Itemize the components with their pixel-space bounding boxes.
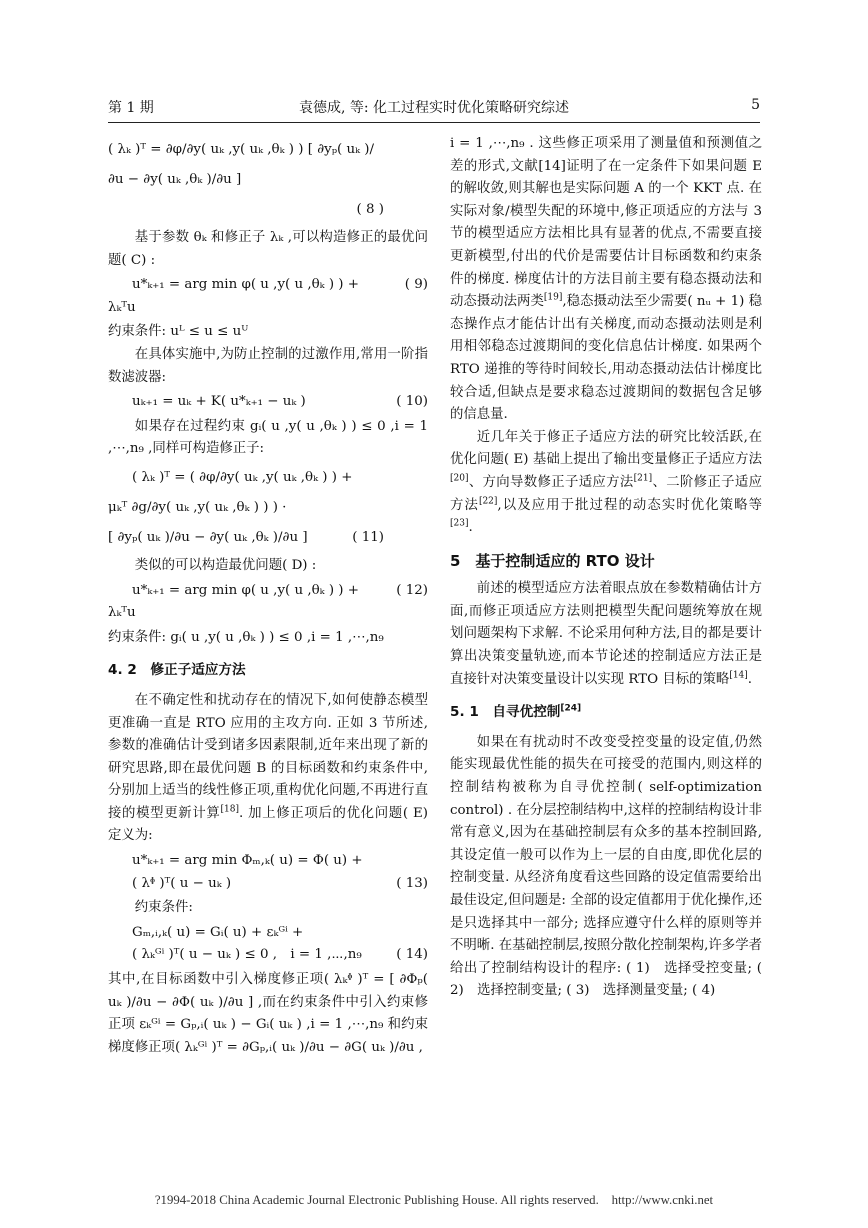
section-heading-5-1: 5. 1 自寻优控制[24] — [450, 703, 582, 721]
equation-number: ( 8 ) — [356, 202, 384, 217]
paragraph: 类似的可以构造最优问题( D) : — [134, 557, 317, 573]
paragraph: 近几年关于修正子适应方法的研究比较活跃,在优化问题( E) 基础上提出了输出变量修正子适应方法[20]、方向导数修正子适应方法[21]、二阶修正子适应方法[22],以及应用于批过程的动态实时优化策略等[23]. — [450, 429, 763, 536]
citation: [21] — [633, 473, 653, 484]
equation-11: ( λₖ )ᵀ = ( ∂φ/∂y( uₖ ,y( uₖ ,θₖ ) ) + μₖᵀ ∂g/∂y( uₖ ,y( uₖ ,θₖ ) ) ) · [ ∂yₚ( uₖ )/∂u − ∂y( uₖ ,θₖ )/∂u ] ( 11) — [108, 463, 428, 553]
equation-number: ( 14) — [396, 947, 428, 963]
constraint-line: 约束条件: gᵢ( u ,y( u ,θₖ ) ) ≤ 0 ,i = 1 ,⋯,n₉ — [108, 629, 384, 645]
constraint-line: 约束条件: uᴸ ≤ u ≤ uᵁ — [108, 324, 249, 340]
paragraph: 如果在有扰动时不改变受控变量的设定值,仍然能实现最优性能的损失在可接受的范围内,则这样的控制结构被称为自寻优控制( self-optimization control) . 在分层控制结构中,这样的控制结构设计非常有意义,因为在基础控制层有众多的基本控制回路,其设定值一般可以作为上一层的自由度,即优化层的控制变量. 从经济角度看这些回路的设定值需要给出最佳设定,但问题是: 全部的设定值都用于优化操作,还是只选择其中一部分; 选择应遵守什么样的原则等并不明晰. 在基础控制层,按照分散化控制架构,许多学者给出了控制结构设计的程序: ( 1) 选择受控变量; ( 2) 选择控制变量; ( 3) 选择测量变量; ( 4) — [450, 734, 762, 999]
citation: [18] — [220, 804, 239, 815]
section-heading-4-2: 4. 2 修正子适应方法 — [108, 662, 246, 679]
equation-9: u*ₖ₊₁ = arg min φ( u ,y( u ,θₖ ) ) + λₖᵀu ( 9) — [108, 274, 428, 319]
equation-10: uₖ₊₁ = uₖ + K( u*ₖ₊₁ − uₖ ) ( 10) — [108, 391, 428, 414]
right-column — [450, 133, 762, 1003]
running-title: 袁德成, 等: 化工过程实时优化策略研究综述 — [298, 100, 570, 116]
section-heading-5: 5 基于控制适应的 RTO 设计 — [450, 551, 655, 570]
paragraph: 前述的模型适应方法着眼点放在参数精确估计方面,而修正项适应方法则把模型失配问题统筹放在规划问题架构下求解. 不论采用何种方法,目的都是要计算出决策变量轨迹,而本节论述的控制适应方法正是直接针对决策变量设计以实现 RTO 目标的策略[14]. — [450, 581, 762, 687]
constraint-line: 约束条件: — [134, 900, 193, 916]
issue-number: 第 1 期 — [108, 100, 154, 116]
paragraph: 其中,在目标函数中引入梯度修正项( λₖᶲ )ᵀ = [ ∂Φₚ( uₖ )/∂u − ∂Φ( uₖ )/∂u ] ,而在约束条件中引入约束修正项 εₖᴳⁱ = Gₚ,ᵢ( uₖ ) − Gᵢ( uₖ ) ,i = 1 ,⋯,n₉ 和约束梯度修正项( λₖᴳⁱ )ᵀ = ∂Gₚ,ᵢ( uₖ )/∂u − ∂G( uₖ )/∂u , — [108, 972, 428, 1055]
paragraph: 如果存在过程约束 gᵢ( u ,y( u ,θₖ ) ) ≤ 0 ,i = 1 ,⋯,n₉ ,同样可构造修正子: — [108, 418, 428, 457]
citation: [23] — [450, 518, 469, 529]
equation-number: ( 11) — [352, 529, 384, 545]
citation: [24] — [560, 703, 582, 714]
equation-13: u*ₖ₊₁ = arg min Φₘ,ₖ( u) = Φ( u) + ( λᶲ )ᵀ( u − uₖ ) ( 13) — [108, 850, 428, 895]
equation-8: ( λₖ )ᵀ = ∂φ/∂y( uₖ ,y( uₖ ,θₖ ) ) [ ∂yₚ( uₖ )/∂u − ∂y( uₖ ,θₖ )/∂u ] ( 8 ) — [108, 142, 384, 217]
equation-number: ( 13) — [396, 875, 428, 891]
citation: [22] — [478, 496, 498, 507]
citation: [14] — [729, 670, 748, 681]
running-header — [108, 97, 760, 119]
citation: [19] — [543, 292, 563, 303]
paragraph: 基于参数 θₖ 和修正子 λₖ ,可以构造修正的最优问题( C) : — [108, 230, 428, 268]
paragraph: i = 1 ,⋯,n₉ . 这些修正项采用了测量值和预测值之差的形式,文献[14]证明了在一定条件下如果问题 E 的解收敛,则其解也是实际问题 A 的一个 KKT 点. 在实际对象/模型失配的环境中,修正项适应的方法与 3 节的模型适应方法相比具有显著的优点,不需要直接更新模型,付出的代价是需要估计目标函数和约束条件的梯度. 梯度估计的方法目前主要有稳态摄动法和动态摄动法两类[19],稳态摄动法至少需要( nᵤ + 1) 稳态操作点才能估计出有关梯度,而动态摄动法则是利用相邻稳态过渡期间的变化信息估计梯度. 如果两个 RTO 递推的等待时间较长,用动态摄动法估计梯度比较合适,但缺点是要求稳态过渡期间的数据包含足够的信息量. — [450, 136, 763, 423]
equation-number: ( 9) — [404, 277, 428, 293]
equation-14: Gₘ,ᵢ,ₖ( u) = Gᵢ( u) + εₖᴳⁱ + ( λₖᴳⁱ )ᵀ( u − uₖ ) ≤ 0 , i = 1 ,⋯,n₉ ( 14) — [108, 922, 428, 967]
paragraph: 在具体实施中,为防止控制的过激作用,常用一阶指数滤波器: — [108, 346, 428, 385]
copyright-footer: ?1994-2018 China Academic Journal Electronic Publishing House. All rights reserved. http://www.cnki.net — [154, 1193, 714, 1207]
equation-12: u*ₖ₊₁ = arg min φ( u ,y( u ,θₖ ) ) + λₖᵀu ( 12) — [108, 580, 428, 625]
header-rule — [108, 122, 760, 123]
citation: [20] — [450, 473, 469, 484]
paragraph: 在不确定性和扰动存在的情况下,如何使静态模型更准确一直是 RTO 应用的主攻方向. 正如 3 节所述,参数的准确估计受到诸多因素限制,近年来出现了新的研究思路,即在最优问题 B 的目标函数和约束条件中,分别加上适当的线性修正项,重构优化问题,不再进行直接的模型更新计算[18]. 加上修正项后的优化问题( E) 定义为: — [108, 692, 428, 844]
page-number: 5 — [751, 97, 760, 113]
equation-number: ( 10) — [396, 394, 428, 410]
equation-number: ( 12) — [396, 582, 428, 598]
left-column — [108, 133, 428, 1059]
